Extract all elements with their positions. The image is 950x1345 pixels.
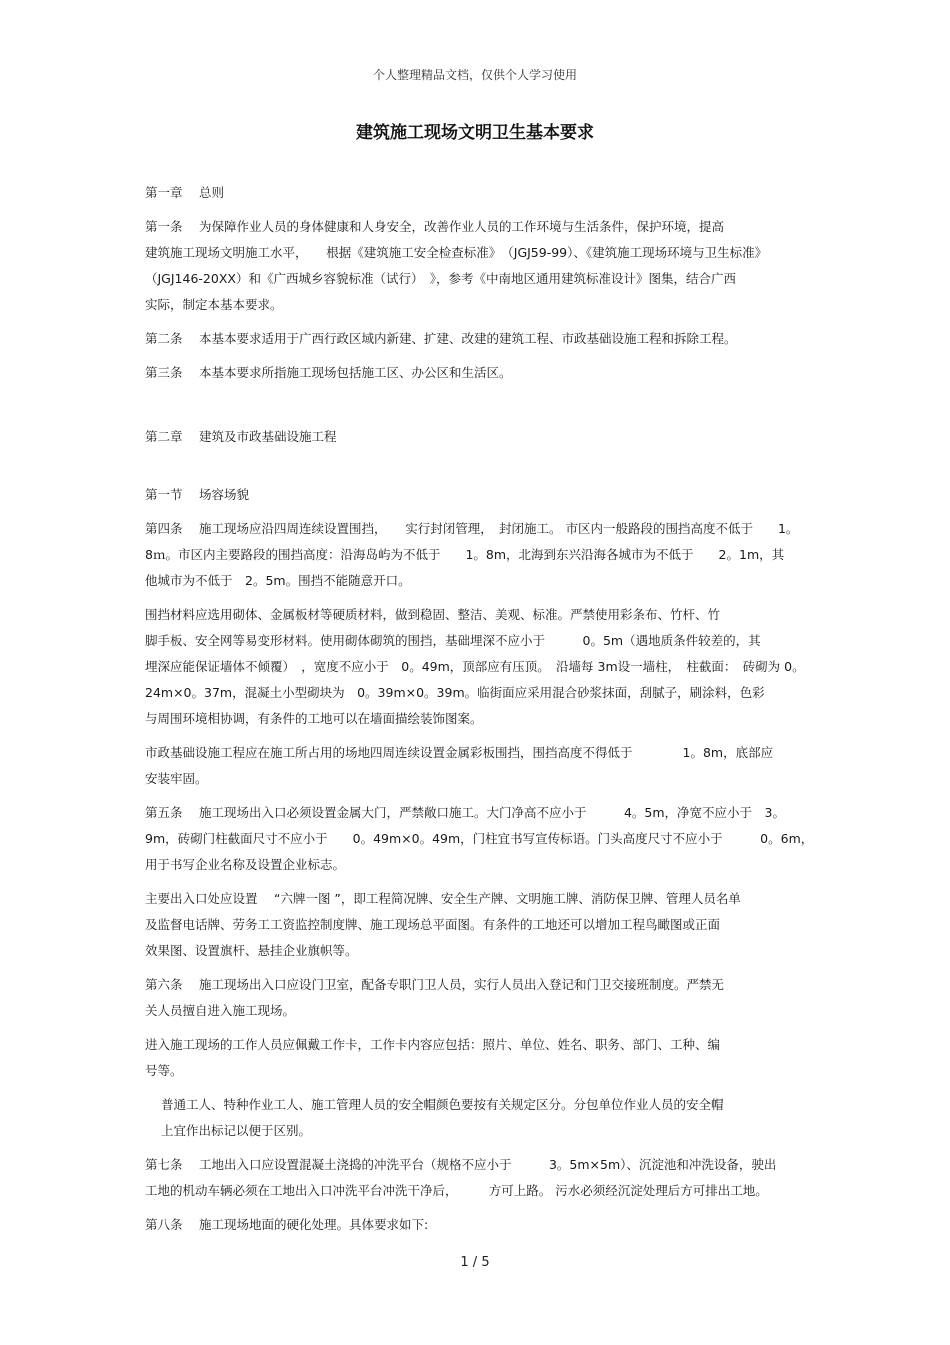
text-line: 实际，制定本基本要求。 — [145, 297, 283, 312]
text-line: 第三条 本基本要求所指施工现场包括施工区、办公区和生活区。 — [145, 365, 512, 380]
paragraph-s1 — [145, 482, 815, 508]
text-line: （JGJ146-20XX）和《广西城乡容貌标准（试行） 》，参考《中南地区通用建筑标准设计》图集，结合广西 — [145, 271, 736, 286]
paragraph-a1 — [145, 214, 815, 318]
text-line: 埋深应能保证墙体不倾覆） ，宽度不应小于 0。49m，顶部应有压顶。 沿墙每 3m设一墙柱， 柱截面： 砖砌为 0。 — [145, 659, 805, 674]
text-line: 第八条 施工现场地面的硬化处理。具体要求如下: — [145, 1217, 429, 1232]
text-line: 工地的机动车辆必须在工地出入口冲洗平台冲洗干净后， 方可上路。 污水必须经沉淀处理后方可排出工地。 — [145, 1183, 768, 1198]
paragraph-p6c — [145, 1092, 815, 1144]
document-body — [145, 180, 815, 1246]
text-line: 第六条 施工现场出入口应设门卫室，配备专职门卫人员，实行人员出入登记和门卫交接班制度。严禁无 — [145, 977, 724, 992]
text-line: 号等。 — [145, 1063, 183, 1078]
page-header-note: 个人整理精品文档，仅供个人学习使用 — [372, 68, 577, 82]
page-number: 1 / 5 — [460, 1255, 490, 1270]
text-line: 效果图、设置旗杆、悬挂企业旗帜等。 — [145, 943, 358, 958]
text-line: 用于书写企业名称及设置企业标志。 — [145, 857, 346, 872]
text-line: 第一章 总则 — [145, 185, 224, 200]
paragraph-a2 — [145, 326, 815, 352]
paragraph-ch2 — [145, 424, 815, 450]
paragraph-a7 — [145, 1152, 815, 1204]
text-line: 市政基础设施工程应在施工所占用的场地四周连续设置金属彩板围挡，围挡高度不得低于 1。8m，底部应 — [145, 745, 774, 760]
text-line: 24m×0。37m，混凝土小型砌块为 0。39m×0。39m。临街面应采用混合砂浆抹面，刮腻子，刷涂料，色彩 — [145, 685, 765, 700]
text-line: 他城市为不低于 2。5m。围挡不能随意开口。 — [145, 573, 411, 588]
text-line: 第四条 施工现场应沿四周连续设置围挡， 实行封闭管理， 封闭施工。 市区内一般路段的围挡高度不低于 1。 — [145, 521, 799, 536]
paragraph-p4b — [145, 602, 815, 732]
text-line: 安装牢固。 — [145, 771, 208, 786]
text-line: 8ｍ。市区内主要路段的围挡高度：沿海岛屿为不低于 1。8m，北海到东兴沿海各城市为不低于 2。1m，其 — [145, 547, 785, 562]
text-line: 第五条 施工现场出入口必须设置金属大门，严禁敞口施工。大门净高不应小于 4。5m，净宽不应小于 3。 — [145, 805, 786, 820]
text-line: 第一条 为保障作业人员的身体健康和人身安全，改善作业人员的工作环境与生活条件，保护环境，提高 — [145, 219, 724, 234]
text-line: 脚手板、安全网等易变形材料。使用砌体砌筑的围挡，基础埋深不应小于 0。5m（遇地质条件较差的，其 — [145, 633, 761, 648]
paragraph-a8 — [145, 1212, 815, 1238]
text-line: 第一节 场容场貌 — [145, 487, 249, 502]
text-line: 9m，砖砌门柱截面尺寸不应小于 0。49m×0。49m，门柱宜书写宣传标语。门头高度尺寸不应小于 0。6m， — [145, 831, 814, 846]
paragraph-a3 — [145, 360, 815, 386]
paragraph-a5 — [145, 800, 815, 878]
paragraph-a6 — [145, 972, 815, 1024]
text-line: 普通工人、特种作业工人、施工管理人员的安全帽颜色要按有关规定区分。分包单位作业人员的安全帽 — [161, 1097, 724, 1112]
text-line: 上宜作出标记以便于区别。 — [161, 1123, 312, 1138]
paragraph-p6b — [145, 1032, 815, 1084]
text-line: 第七条 工地出入口应设置混凝土浇捣的冲洗平台（规格不应小于 3。5m×5m）、沉淀池和冲洗设备，驶出 — [145, 1157, 777, 1172]
text-line: 建筑施工现场文明施工水平， 根据《建筑施工安全检查标准》 （JGJ59-99）、《建筑施工现场环境与卫生标准》 — [145, 245, 768, 260]
paragraph-ch1 — [145, 180, 815, 206]
text-line: 第二章 建筑及市政基础设施工程 — [145, 429, 337, 444]
document-title: 建筑施工现场文明卫生基本要求 — [356, 123, 594, 143]
text-line: 关人员擅自进入施工现场。 — [145, 1003, 296, 1018]
paragraph-a4 — [145, 516, 815, 594]
text-line: 及监督电话牌、劳务工工资监控制度牌、施工现场总平面图。有条件的工地还可以增加工程鸟瞰图或正面 — [145, 917, 721, 932]
text-line: 与周围环境相协调，有条件的工地可以在墙面描绘装饰图案。 — [145, 711, 483, 726]
paragraph-p5b — [145, 886, 815, 964]
text-line: 第二条 本基本要求适用于广西行政区域内新建、扩建、改建的建筑工程、市政基础设施工程和拆除工程。 — [145, 331, 737, 346]
text-line: 围挡材料应选用砌体、金属板材等硬质材料，做到稳固、整洁、美观、标准。严禁使用彩条布、竹杆、竹 — [145, 607, 721, 622]
text-line: 进入施工现场的工作人员应佩戴工作卡，工作卡内容应包括：照片、单位、姓名、职务、部门、工种、编 — [145, 1037, 721, 1052]
paragraph-p4c — [145, 740, 815, 792]
text-line: 主要出入口处应设置 “六牌一图 ”，即工程简况牌、安全生产牌、文明施工牌、消防保卫牌、管理人员名单 — [145, 891, 741, 906]
